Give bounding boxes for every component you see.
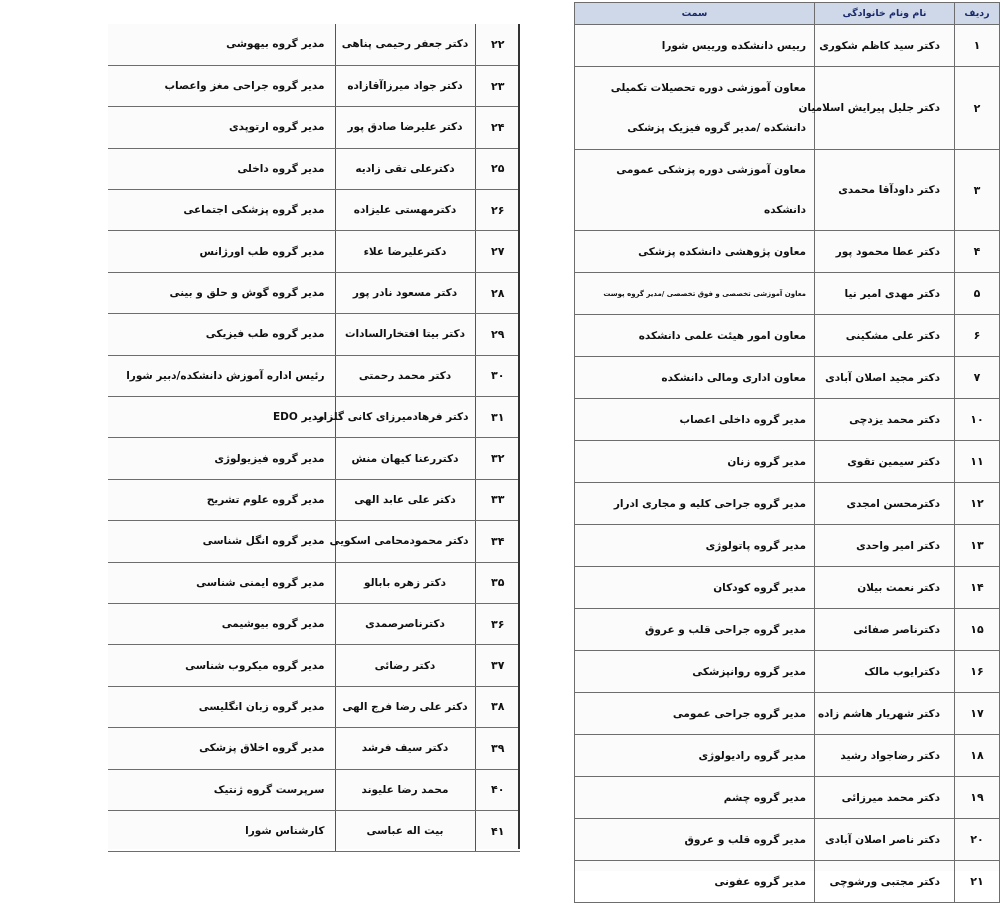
member-position: مدیر گروه علوم تشریح (108, 479, 335, 520)
row-number: ۳۰ (475, 355, 520, 396)
member-position: مدیر گروه میکروب شناسی (108, 645, 335, 686)
member-position: مدیر گروه داخلی اعصاب (575, 399, 815, 441)
row-number: ۴۰ (475, 769, 520, 810)
member-position: مدیر گروه پاتولوژی (575, 525, 815, 567)
member-name: دکتر رضائی (335, 645, 475, 686)
member-position: سرپرست گروه ژنتیک (108, 769, 335, 810)
member-name: دکتر عطا محمود پور (815, 231, 955, 273)
member-position: مدیر گروه زنان (575, 441, 815, 483)
member-position: معاون آموزشی دوره تحصیلات تکمیلی دانشکده /مدیر گروه فیزیک پزشکی (575, 67, 815, 150)
member-position: مدیر گروه رادیولوژی (575, 735, 815, 777)
member-position: رییس دانشکده ورییس شورا (575, 25, 815, 67)
row-number: ۳۲ (475, 438, 520, 479)
table-row (108, 521, 520, 562)
member-name: دکتر شهریار هاشم زاده (815, 693, 955, 735)
row-number: ۲۳ (475, 65, 520, 106)
table-row (575, 231, 1000, 273)
table-row (575, 441, 1000, 483)
member-name: دکترناصر صفائی (815, 609, 955, 651)
member-name: دکتر داودآقا محمدی (815, 150, 955, 231)
member-position: مدیر گروه ارتوپدی (108, 107, 335, 148)
member-name: دکترعلی تقی زادیه (335, 148, 475, 189)
member-position: مدیر گروه بیهوشی (108, 24, 335, 65)
row-number: ۲۱ (955, 861, 1000, 903)
table-row (108, 65, 520, 106)
row-number: ۳۵ (475, 562, 520, 603)
member-position: مدیر گروه چشم (575, 777, 815, 819)
table-row (108, 603, 520, 644)
row-number: ۲۲ (475, 24, 520, 65)
row-number: ۱۷ (955, 693, 1000, 735)
left-roster-table (108, 24, 520, 852)
member-position: معاون اداری ومالی دانشکده (575, 357, 815, 399)
member-name: دکتر امیر واحدی (815, 525, 955, 567)
member-name: دکتر رضاجواد رشید (815, 735, 955, 777)
member-name: دکترناصرصمدی (335, 603, 475, 644)
member-position: مدیر گروه اخلاق پزشکی (108, 728, 335, 769)
table-row (108, 190, 520, 231)
row-number: ۱۵ (955, 609, 1000, 651)
row-number: ۳۶ (475, 603, 520, 644)
member-name: دکتر ناصر اصلان آبادی (815, 819, 955, 861)
table-row (575, 735, 1000, 777)
member-name: دکتر محمد رحمتی (335, 355, 475, 396)
member-position: مدیر گروه گوش و حلق و بینی (108, 272, 335, 313)
member-name: دکتر سیمین تقوی (815, 441, 955, 483)
member-name: دکتر علی عابد الهی (335, 479, 475, 520)
table-row (108, 438, 520, 479)
table-row (575, 273, 1000, 315)
member-name: دکترمحسن امجدی (815, 483, 955, 525)
row-number: ۴ (955, 231, 1000, 273)
table-row (108, 107, 520, 148)
member-name: دکتر مجید اصلان آبادی (815, 357, 955, 399)
row-number: ۱۱ (955, 441, 1000, 483)
table-row (575, 819, 1000, 861)
member-position: مدیر گروه بیوشیمی (108, 603, 335, 644)
row-number: ۲۷ (475, 231, 520, 272)
table-row (108, 397, 520, 438)
row-number: ۳۹ (475, 728, 520, 769)
member-position: رئیس اداره آموزش دانشکده/دبیر شورا (108, 355, 335, 396)
table-row (108, 769, 520, 810)
member-name: بیت اله عباسی (335, 810, 475, 851)
member-position: مدیر گروه قلب و عروق (575, 819, 815, 861)
member-name: دکتر نعمت بیلان (815, 567, 955, 609)
page-edge-line (518, 24, 520, 849)
table-row (575, 483, 1000, 525)
table-row (575, 651, 1000, 693)
table-row (575, 567, 1000, 609)
member-position: مدیر گروه جراحی قلب و عروق (575, 609, 815, 651)
member-name: دکتر محمودمحامی اسکویی (335, 521, 475, 562)
row-number: ۲۰ (955, 819, 1000, 861)
row-number: ۳۴ (475, 521, 520, 562)
table-row (575, 777, 1000, 819)
member-position: مدیر گروه داخلی (108, 148, 335, 189)
table-row (575, 25, 1000, 67)
row-number: ۳۱ (475, 397, 520, 438)
member-position: مدیر گروه ایمنی شناسی (108, 562, 335, 603)
row-number: ۱۶ (955, 651, 1000, 693)
member-position: مدیر گروه روانپزشکی (575, 651, 815, 693)
row-number: ۳ (955, 150, 1000, 231)
member-name: دکتر مسعود نادر پور (335, 272, 475, 313)
member-position: معاون امور هیئت علمی دانشکده (575, 315, 815, 357)
member-name: محمد رضا علیوند (335, 769, 475, 810)
table-row (575, 861, 1000, 903)
table-row (575, 609, 1000, 651)
table-row (108, 645, 520, 686)
table-row (108, 479, 520, 520)
row-number: ۱۴ (955, 567, 1000, 609)
table-row (108, 686, 520, 727)
member-name: دکتر علی مشکینی (815, 315, 955, 357)
member-position: مدیر گروه عفونی (575, 861, 815, 903)
table-row (575, 693, 1000, 735)
header-position: سمت (575, 3, 815, 25)
member-position: معاون پژوهشی دانشکده پزشکی (575, 231, 815, 273)
member-position: معاون آموزشی تخصصی و فوق تخصصی /مدیر گروه پوست (575, 273, 815, 315)
member-position: مدیر گروه طب فیزیکی (108, 314, 335, 355)
member-name: دکتر جواد میرزاآقازاده (335, 65, 475, 106)
row-number: ۱۳ (955, 525, 1000, 567)
member-name: دکتر مجتبی ورشوچی (815, 861, 955, 903)
member-name: دکتر فرهادمیرزای کانی گلزار (335, 397, 475, 438)
row-number: ۱۰ (955, 399, 1000, 441)
member-position: مدیر گروه فیزیولوژی (108, 438, 335, 479)
member-position: مدیر گروه انگل شناسی (108, 521, 335, 562)
member-position: مدیر گروه جراحی عمومی (575, 693, 815, 735)
table-row (575, 150, 1000, 231)
row-number: ۳۳ (475, 479, 520, 520)
table-row (575, 525, 1000, 567)
member-name: دکتررعنا کیهان منش (335, 438, 475, 479)
member-position: مدیر گروه جراحی کلیه و مجاری ادرار (575, 483, 815, 525)
table-row (108, 24, 520, 65)
member-name: دکتر بیتا افتخارالسادات (335, 314, 475, 355)
table-row (108, 272, 520, 313)
table-row (108, 314, 520, 355)
row-number: ۶ (955, 315, 1000, 357)
header-row-number: ردیف (955, 3, 1000, 25)
table-row (108, 728, 520, 769)
member-name: دکتر جلیل پیرایش اسلامیان (815, 67, 955, 150)
row-number: ۳۷ (475, 645, 520, 686)
member-name: دکتر جعفر رحیمی پناهی (335, 24, 475, 65)
table-row (108, 355, 520, 396)
member-position: مدیر گروه کودکان (575, 567, 815, 609)
right-roster-table (574, 2, 1000, 903)
member-name: دکتر سیف فرشد (335, 728, 475, 769)
member-name: دکتر علی رضا فرج الهی (335, 686, 475, 727)
row-number: ۲ (955, 67, 1000, 150)
row-number: ۱۲ (955, 483, 1000, 525)
member-name: دکتر علیرضا صادق پور (335, 107, 475, 148)
member-name: دکترعلیرضا علاء (335, 231, 475, 272)
member-position: مدیر گروه پزشکی اجتماعی (108, 190, 335, 231)
member-name: دکتر محمد میرزائی (815, 777, 955, 819)
table-row (108, 231, 520, 272)
member-name: دکترمهستی علیزاده (335, 190, 475, 231)
table-row (575, 399, 1000, 441)
member-name: دکتر زهره بابالو (335, 562, 475, 603)
table-row (108, 810, 520, 851)
row-number: ۲۹ (475, 314, 520, 355)
row-number: ۱۸ (955, 735, 1000, 777)
table-header-row (575, 3, 1000, 25)
member-position: مدیر گروه زبان انگلیسی (108, 686, 335, 727)
row-number: ۲۶ (475, 190, 520, 231)
row-number: ۲۸ (475, 272, 520, 313)
header-full-name: نام ونام خانوادگی (815, 3, 955, 25)
member-position: معاون آموزشی دوره پزشکی عمومی دانشکده (575, 150, 815, 231)
right-page (574, 2, 1000, 888)
member-position: مدیر گروه جراحی مغز واعصاب (108, 65, 335, 106)
member-name: دکتر مهدی امیر نیا (815, 273, 955, 315)
left-page (108, 24, 520, 849)
member-position: مدیر گروه طب اورژانس (108, 231, 335, 272)
row-number: ۲۴ (475, 107, 520, 148)
table-row (575, 67, 1000, 150)
row-number: ۲۵ (475, 148, 520, 189)
row-number: ۷ (955, 357, 1000, 399)
row-number: ۳۸ (475, 686, 520, 727)
table-row (575, 357, 1000, 399)
row-number: ۴۱ (475, 810, 520, 851)
row-number: ۱۹ (955, 777, 1000, 819)
member-name: دکتر سید کاظم شکوری (815, 25, 955, 67)
member-position: کارشناس شورا (108, 810, 335, 851)
member-name: دکترایوب مالک (815, 651, 955, 693)
member-name: دکتر محمد یزدچی (815, 399, 955, 441)
row-number: ۱ (955, 25, 1000, 67)
table-row (108, 148, 520, 189)
member-position: مدیر EDO (108, 397, 335, 438)
table-row (108, 562, 520, 603)
row-number: ۵ (955, 273, 1000, 315)
table-row (575, 315, 1000, 357)
